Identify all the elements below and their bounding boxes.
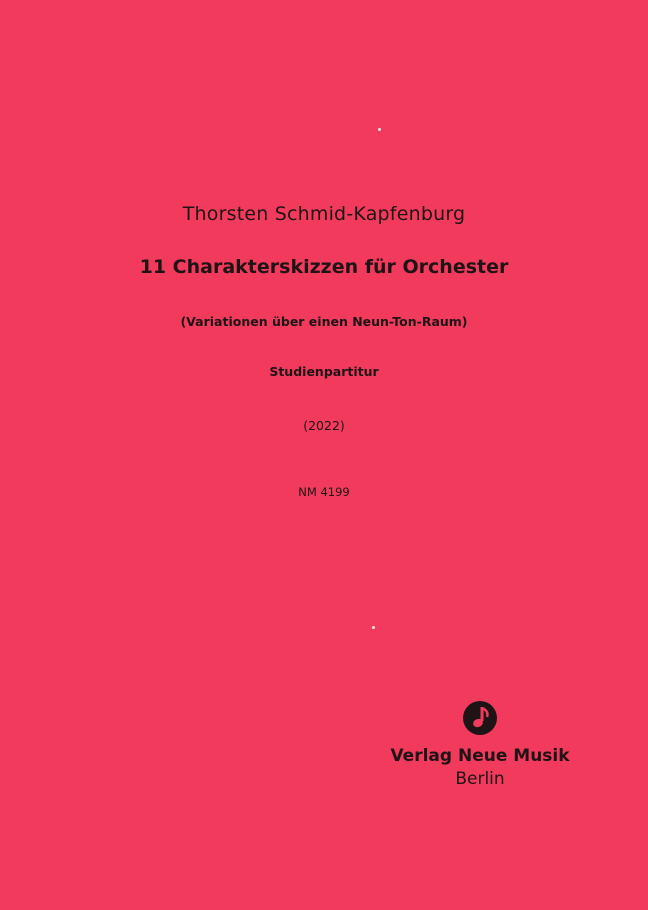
- catalog-number: NM 4199: [298, 485, 350, 499]
- paper-speck: [378, 128, 381, 131]
- paper-speck: [372, 626, 375, 629]
- publisher-name: Verlag Neue Musik: [390, 746, 570, 766]
- edition-type: Studienpartitur: [269, 364, 379, 379]
- work-title: 11 Charakterskizzen für Orchester: [139, 256, 509, 278]
- composer-name: Thorsten Schmid-Kapfenburg: [182, 203, 466, 225]
- work-subtitle: (Variationen über einen Neun-Ton-Raum): [180, 314, 468, 329]
- publisher-logo-icon: [462, 700, 498, 736]
- publisher-city: Berlin: [455, 769, 505, 789]
- publisher-block: [380, 700, 580, 789]
- composition-year: (2022): [303, 418, 345, 433]
